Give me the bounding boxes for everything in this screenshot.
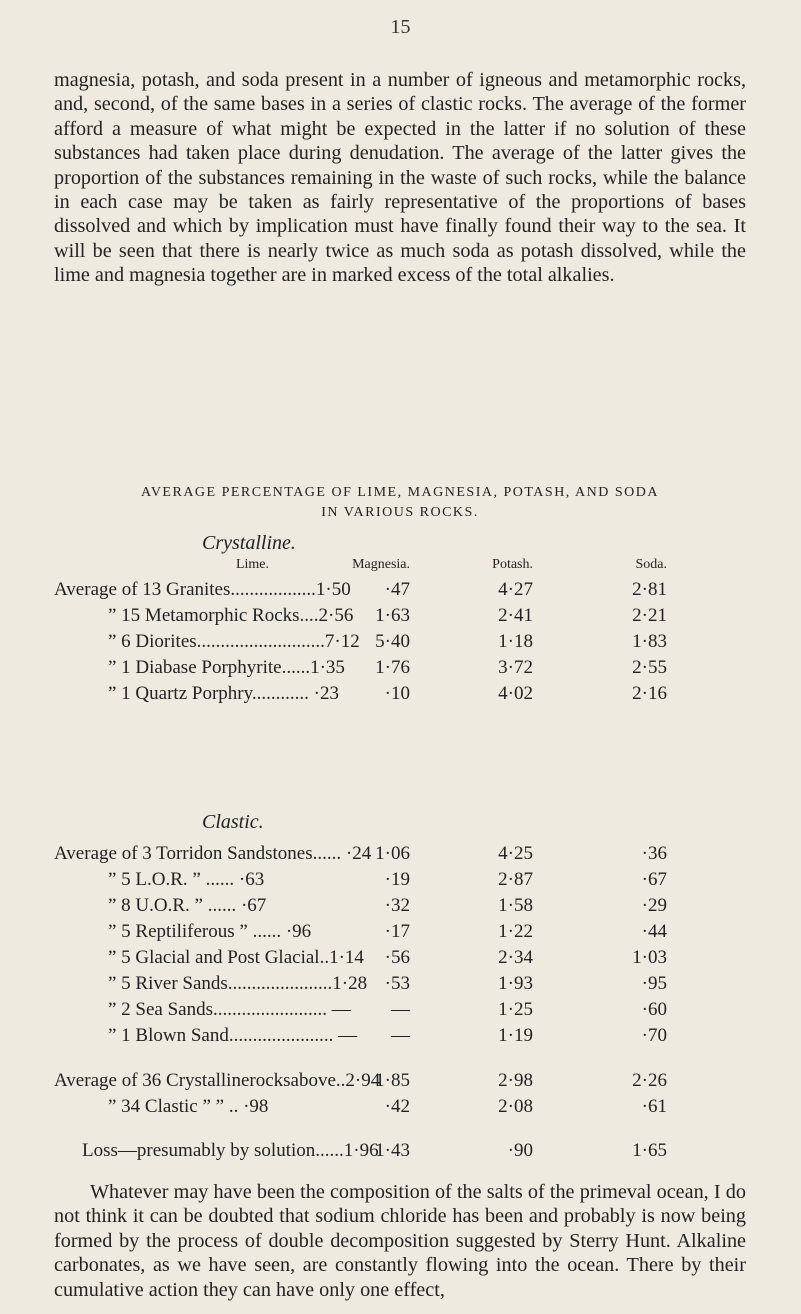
cell-soda: 2·55 xyxy=(632,657,667,678)
crystalline-heading: Crystalline. xyxy=(202,532,296,554)
row-label: ” 1 Diabase Porphyrite......1·35 xyxy=(108,657,345,678)
table-row xyxy=(0,843,801,869)
cell-soda: ·95 xyxy=(641,973,667,994)
row-label: ” 34 Clastic ” ” .. ·98 xyxy=(108,1096,269,1117)
cell-magnesia: ·56 xyxy=(384,947,410,968)
row-label: ” 1 Blown Sand...................... — xyxy=(108,1025,358,1046)
cell-magnesia: 1·06 xyxy=(375,843,410,864)
cell-magnesia: ·53 xyxy=(384,973,410,994)
cell-potash: 4·25 xyxy=(498,843,533,864)
cell-soda: 1·65 xyxy=(632,1140,667,1161)
cell-magnesia: 1·43 xyxy=(375,1140,410,1161)
cell-soda: ·60 xyxy=(641,999,667,1020)
table-row xyxy=(0,1096,801,1122)
intro-paragraph: magnesia, potash, and soda present in a number of igneous and metamorphic rocks, and, second, of the same bases in a series of clastic rocks. The average of the former afford a measure of what might be expected in the latter if no solution of these substances had taken place during denudation. The average of the latter gives the proportion of the substances remaining in the waste of such rocks, while the balance in each case may be taken as fairly representative of the proportions of bases dissolved and which by implication must have finally found their way to the sea. It will be seen that there is nearly twice as much soda as potash dissolved, while the lime and magnesia together are in marked excess of the total alkalies. xyxy=(54,69,746,287)
cell-potash: 3·72 xyxy=(498,657,533,678)
table-row xyxy=(0,605,801,631)
cell-soda: ·70 xyxy=(641,1025,667,1046)
cell-magnesia: — xyxy=(391,1025,410,1046)
cell-magnesia: ·32 xyxy=(384,895,410,916)
cell-soda: 2·26 xyxy=(632,1070,667,1091)
table-row xyxy=(0,657,801,683)
cell-potash: ·90 xyxy=(507,1140,533,1161)
cell-potash: 2·08 xyxy=(498,1096,533,1117)
cell-soda: 1·03 xyxy=(632,947,667,968)
cell-potash: 1·25 xyxy=(498,999,533,1020)
table-row xyxy=(0,1025,801,1051)
cell-potash: 1·22 xyxy=(498,921,533,942)
row-label: ” 8 U.O.R. ” ...... ·67 xyxy=(108,895,267,916)
cell-magnesia: ·42 xyxy=(384,1096,410,1117)
cell-potash: 4·02 xyxy=(498,683,533,704)
page-number: 15 xyxy=(390,16,411,38)
cell-potash: 4·27 xyxy=(498,579,533,600)
clastic-heading: Clastic. xyxy=(202,811,264,833)
cell-soda: ·67 xyxy=(641,869,667,890)
table-row xyxy=(0,683,801,709)
cell-magnesia: 1·76 xyxy=(375,657,410,678)
cell-potash: 2·41 xyxy=(498,605,533,626)
cell-magnesia: 1·85 xyxy=(375,1070,410,1091)
cell-soda: ·36 xyxy=(641,843,667,864)
cell-magnesia: — xyxy=(391,999,410,1020)
cell-potash: 1·18 xyxy=(498,631,533,652)
cell-magnesia: 5·40 xyxy=(375,631,410,652)
col-head-lime: Lime. xyxy=(235,557,269,572)
cell-potash: 2·34 xyxy=(498,947,533,968)
cell-potash: 2·98 xyxy=(498,1070,533,1091)
cell-soda: ·61 xyxy=(641,1096,667,1117)
cell-magnesia: ·19 xyxy=(384,869,410,890)
cell-magnesia: ·17 xyxy=(384,921,410,942)
row-label: ” 5 River Sands......................1·28 xyxy=(108,973,368,994)
table-row xyxy=(0,579,801,605)
col-head-magnesia: Magnesia. xyxy=(352,557,410,572)
cell-potash: 1·58 xyxy=(498,895,533,916)
col-head-soda: Soda. xyxy=(635,557,667,572)
loss-row xyxy=(0,1140,801,1166)
table-row xyxy=(0,947,801,973)
cell-soda: 2·81 xyxy=(632,579,667,600)
cell-potash: 1·93 xyxy=(498,973,533,994)
cell-potash: 2·87 xyxy=(498,869,533,890)
col-head-potash: Potash. xyxy=(492,557,533,572)
table-row xyxy=(0,1070,801,1096)
row-label: ” 6 Diorites...........................7·12 xyxy=(108,631,360,652)
cell-soda: ·29 xyxy=(641,895,667,916)
closing-paragraph: Whatever may have been the composition of the salts of the primeval ocean, I do not think it can be doubted that sodium chloride has been and probably is now being formed by the process of double decomposition suggested by Sterry Hunt. Alkaline carbonates, as we have seen, are constantly flowing into the ocean. There by their cumulative action they can have only one effect, xyxy=(54,1181,746,1301)
table-title-line1: AVERAGE PERCENTAGE OF LIME, MAGNESIA, POTASH, AND SODA xyxy=(141,485,659,500)
cell-magnesia: ·47 xyxy=(384,579,410,600)
row-label: ” 15 Metamorphic Rocks....2·56 xyxy=(108,605,354,626)
row-label: Loss—presumably by solution......1·96 xyxy=(82,1140,379,1161)
cell-soda: 2·16 xyxy=(632,683,667,704)
row-label: ” 5 L.O.R. ” ...... ·63 xyxy=(108,869,265,890)
table-title-line2: IN VARIOUS ROCKS. xyxy=(321,505,479,520)
table-row xyxy=(0,631,801,657)
table-row xyxy=(0,973,801,999)
table-row xyxy=(0,869,801,895)
table-row xyxy=(0,895,801,921)
cell-potash: 1·19 xyxy=(498,1025,533,1046)
table-row xyxy=(0,999,801,1025)
row-label: Average of 36 Crystallinerocksabove..2·94 xyxy=(54,1070,381,1091)
row-label: ” 2 Sea Sands........................ — xyxy=(108,999,351,1020)
cell-soda: ·44 xyxy=(641,921,667,942)
cell-magnesia: 1·63 xyxy=(375,605,410,626)
cell-soda: 1·83 xyxy=(632,631,667,652)
cell-magnesia: ·10 xyxy=(384,683,410,704)
cell-soda: 2·21 xyxy=(632,605,667,626)
table-row xyxy=(0,921,801,947)
row-label: ” 1 Quartz Porphry............ ·23 xyxy=(108,683,339,704)
row-label: ” 5 Reptiliferous ” ...... ·96 xyxy=(108,921,312,942)
row-label: ” 5 Glacial and Post Glacial..1·14 xyxy=(108,947,364,968)
row-label: Average of 13 Granites..................1·50 xyxy=(54,579,351,600)
row-label: Average of 3 Torridon Sandstones...... ·24 xyxy=(54,843,372,864)
